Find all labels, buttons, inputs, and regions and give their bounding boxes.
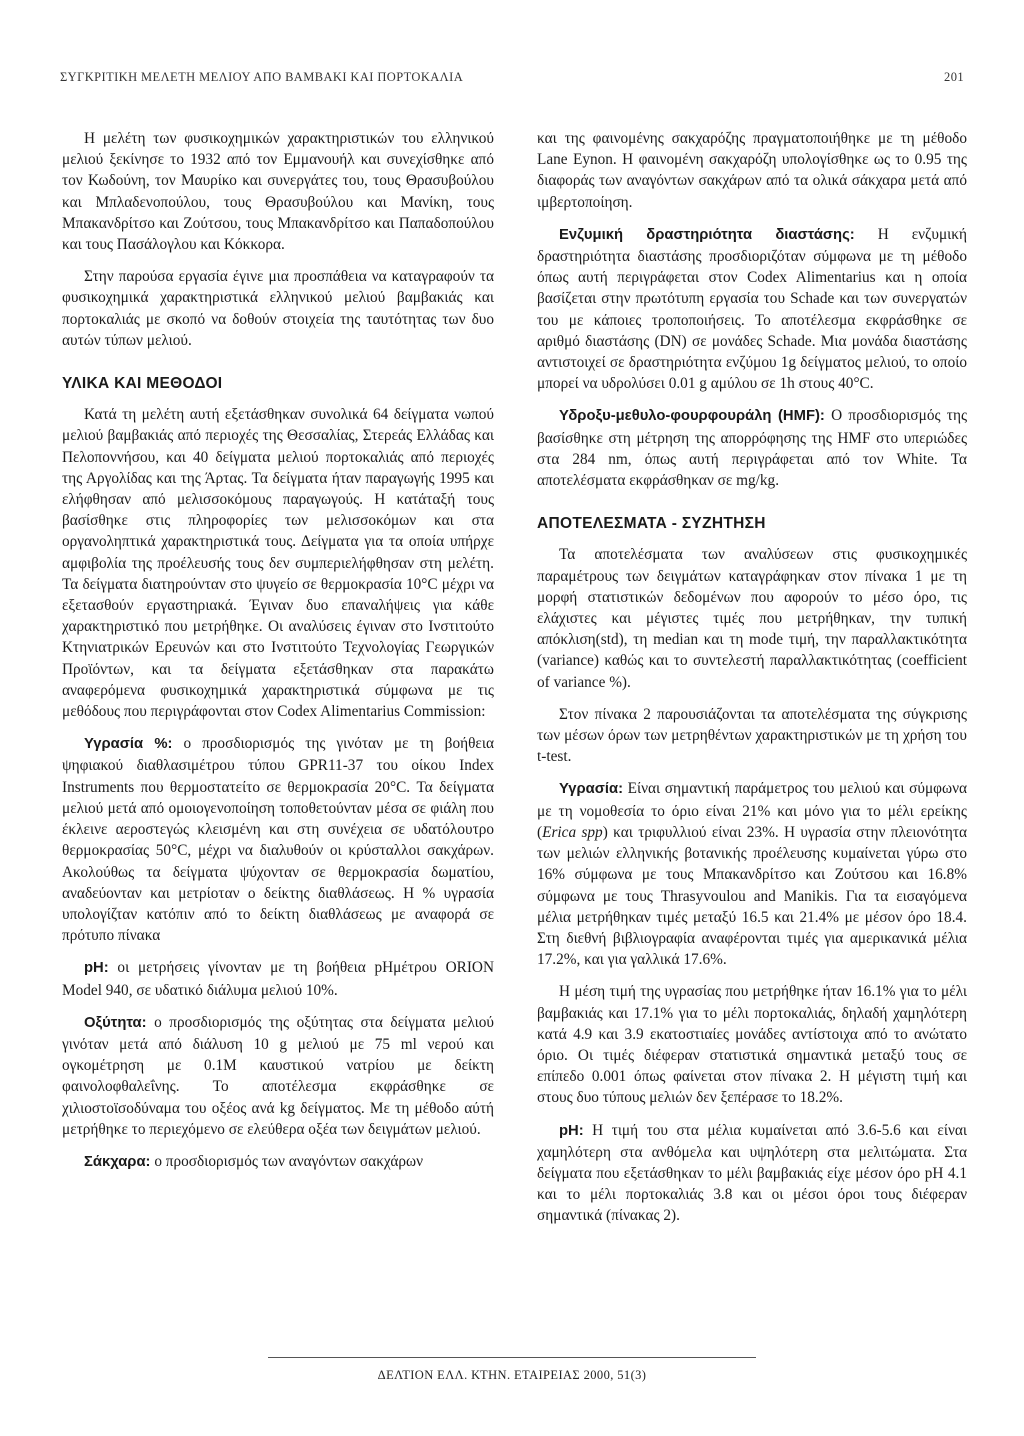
- diastase-text: Η ενζυμική δραστηριότητα διαστάσης προσδιοριζόταν σύμφωνα με τη μέθοδο όπως αυτή περιγράφεται στον Codex Alimentarius και η οποία βασίζεται στην πρωτότυπη εργασία του Schade και των συνεργατών του με κάποιες τροποποιήσεις. Το αποτέλεσμα εκφράσθηκε σε αριθμό διαστάσης (DN) σε μονάδες Schade. Μια μονάδα διαστάσης αντιστοιχεί σε δραστηριότητα ενζύμου 1g δείγματος μελιού, το οποίο μπορεί να υδρολύσει 0.01 g αμύλου σε 1h στους 40°C.: [537, 225, 967, 393]
- ph-method-paragraph: [62, 957, 494, 1000]
- running-title: ΣΥΓΚΡΙΤΙΚΗ ΜΕΛΕΤΗ ΜΕΛΙΟΥ ΑΠΟ ΒΑΜΒΑΚΙ ΚΑΙ ΠΟΡΤΟΚΑΛΙΑ: [60, 70, 464, 84]
- running-head: [60, 70, 964, 90]
- results-paragraph-2: Στον πίνακα 2 παρουσιάζονται τα αποτελέσματα της σύγκρισης των μέσων όρων των μετρηθέντων χαρακτηριστικών με τη χρήση του t-test.: [537, 705, 967, 766]
- results-paragraph-1: Τα αποτελέσματα των αναλύσεων στις φυσικοχημικές παραμέτρους των δειγμάτων καταγράφηκαν στον πίνακα 1 με τη μορφή στατιστικών δεδομένων που αφορούν το μέσο όρο, τις ελάχιστες και μέγιστες τιμές που μετρήθηκαν, την τυπική απόκλιση(std), τη median και τη mode τιμή, την παραλλακτικότητα (variance) καθώς και το συντελεστή παραλλακτικότητας (coefficient of variance %).: [537, 546, 967, 691]
- intro-paragraph-1: Η μελέτη των φυσικοχημικών χαρακτηριστικών του ελληνικού μελιού ξεκίνησε το 1932 από τον Εμμανουήλ και συνεχίσθηκε από τον Κωδούνη, τον Μαυρίκο και συνεργάτες του, τους Θρασυβούλου και Μπλαδενοπούλου, τους Θρασυβούλου και Μανίκη, τους Μπακανδρίτσο και Ζούτσου, τους Μπακανδρίτσο και Παπαδοπούλου και τους Πασάλογλου και Κόκκορα.: [62, 130, 494, 254]
- ph-method-text: οι μετρήσεις γίνονταν με τη βοήθεια pHμέτρου ORION Model 940, σε υδατικό διάλυμα μελιού 10%.: [62, 959, 495, 999]
- methods-paragraph: Κατά τη μελέτη αυτή εξετάσθηκαν συνολικά 64 δείγματα νωπού μελιού βαμβακιάς από περιοχές της Θεσσαλίας, Στερεάς Ελλάδας και Πελοποννήσου, και 40 δείγματα μελιού πορτοκαλιάς από περιοχές της Αργολίδας και της Άρτας. Τα δείγματα ήταν παραγωγής 1995 και ελήφθησαν από μελισσοκόμους παραγωγούς. Η κατάταξή τους βασίσθηκε στις πληροφορίες των μελισσοκόμων και στα οργανοληπτικά χαρακτηριστικά τους. Δείγματα για τα οποία υπήρχε αμφιβολία της προέλευσής τους δεν συμπεριελήφθησαν στη μελέτη. Τα δείγματα διατηρούνταν στο ψυγείο σε θερμοκρασία 10°C μέχρι να εξετασθούν εργαστηριακά. Έγιναν δυο επαναλήψεις για κάθε χαρακτηριστικό που μετρήθηκε. Οι αναλύσεις έγιναν στο Ινστιτούτο Κτηνιατρικών Ερευνών και στο Ινστιτούτο Τεχνολογίας Γεωργικών Προϊόντων, και τα δείγματα εξετάσθηκαν στα παρακάτω αναφερόμενα φυσικοχημικά χαρακτηριστικά σύμφωνα με τις μεθόδους που περιγράφονται στον Codex Alimentarius Commission:: [62, 406, 494, 721]
- diastase-paragraph: [537, 224, 967, 395]
- footer-rule: [268, 1357, 756, 1358]
- acidity-method-text: ο προσδιορισμός της οξύτητας στα δείγματα μελιού γινόταν μετά από διάλυση 10 g μελιού με 75 ml νερού και ογκομέτρηση με 0.1M καυστικού νατρίου με δείκτη φαινολοφθαλεΐνης. Το αποτέλεσμα εκφράσθηκε σε χιλιοστοϊσοδύναμα του οξέος ανά kg δείγματος. Με τη μέθοδο αύτή μετρήθηκε το περιεχόμενο σε ελεύθερα οξέα των δειγμάτων μελιού.: [62, 1013, 494, 1138]
- hmf-term: Υδροξυ-μεθυλο-φουρφουράλη (HMF):: [559, 408, 825, 425]
- humidity-results-paragraph: [537, 778, 967, 970]
- right-column: [537, 128, 967, 1238]
- humidity-results-paragraph-2: Η μέση τιμή της υγρασίας που μετρήθηκε ήταν 16.1% για το μέλι βαμβακιάς και 17.1% για το μέλι πορτοκαλιάς, δηλαδή χαμηλότερη κατά 4.9 και 3.9 εκατοστιαίες μονάδες αντίστοιχα από το ανώτατο όριο. Οι τιμές διέφεραν στατιστικά σημαντικά μεταξύ τους σε επίπεδο 0.001 όπως φαίνεται στον πίνακα 2. Η μέγιστη τιμή και στους δυο τύπους μελιών δεν ξεπέρασε το 18.2%.: [537, 983, 967, 1107]
- sugars-method-continuation: και της φαινομένης σακχαρόζης πραγματοποιήθηκε με τη μέθοδο Lane Eynon. Η φαινομένη σακχαρόζη υπολογίσθηκε ως το 0.95 της διαφοράς των αναγόντων σακχάρων από τα ολικά σάκχαρα μετά από ιμβερτοποίηση.: [537, 130, 967, 211]
- diastase-term: Ενζυμική δραστηριότητα διαστάσης:: [559, 226, 855, 243]
- ph-results-paragraph: [537, 1120, 967, 1227]
- acidity-term: Οξύτητα:: [84, 1014, 147, 1031]
- ph-results-text: Η τιμή του στα μέλια κυμαίνεται από 3.6-5.6 και είναι χαμηλότερη στα ανθόμελα και υψηλότερη στα μελιτώματα. Στα δείγματα που εξετάσθηκαν το μέλι βαμβακιάς είχε μέσον όρο pH 4.1 και το μέλι πορτοκαλιάς 3.8 και οι μέσοι όροι τους διέφεραν σημαντικά (πίνακας 2).: [537, 1121, 967, 1225]
- hmf-paragraph: [537, 405, 967, 491]
- left-column: [62, 128, 494, 1184]
- humidity-method-text: ο προσδιορισμός της γινόταν με τη βοήθεια ψηφιακού διαθλασιμέτρου τύπου GPR11-37 του οίκου Index Instruments που θερμοστατείτο σε θερμοκρασία 20°C. Τα δείγματα μελιού μετά από ομοιογενοποίηση τοποθετούνταν μέσα σε φιάλη που έκλεινε αεροστεγώς κλεισμένη και στη συνέχεια σε υδατόλουτρο θερμοκρασίας 50°C, μέχρι να διαλυθούν οι κρύσταλλοι σακχάρων. Ακολούθως τα δείγματα ψύχονταν σε θερμοκρασία δωματίου, αναδεύονταν και μετρίοταν ο δείκτης διαθλάσεως. Η % υγρασία υπολογίζταν κατόπιν από το δείκτη διαθλάσεως με αναφορά σε πρότυπο πίνακα: [62, 735, 494, 945]
- ph-term: pH:: [84, 960, 109, 977]
- sugars-method-text: ο προσδιορισμός των αναγόντων σακχάρων: [154, 1152, 423, 1170]
- results-heading: ΑΠΟΤΕΛΕΣΜΑΤΑ - ΣΥΖΗΤΗΣΗ: [537, 515, 766, 533]
- humidity-results-term: Υγρασία:: [559, 781, 623, 798]
- ph-results-term: pH:: [559, 1122, 584, 1139]
- humidity-method-paragraph: [62, 733, 494, 946]
- sugars-method-paragraph: [62, 1151, 494, 1173]
- journal-footer: ΔΕΛΤΙΟΝ ΕΛΛ. ΚΤΗΝ. ΕΤΑΙΡΕΙΑΣ 2000, 51(3): [377, 1368, 647, 1382]
- acidity-method-paragraph: [62, 1012, 494, 1140]
- sugars-term: Σάκχαρα:: [84, 1153, 151, 1170]
- intro-paragraph-2: Στην παρούσα εργασία έγινε μια προσπάθεια να καταγραφούν τα φυσικοχημικά χαρακτηριστικά ελληνικού μελιού βαμβακιάς και πορτοκαλιάς με σκοπό να δοθούν στοιχεία της ταυτότητας των δυο αυτών τύπων μελιού.: [62, 268, 494, 349]
- humidity-results-text-a: Είναι σημαντική παράμετρος του μελιού και σύμφωνα με τη νομοθεσία το όριο είναι 21% και μόνο για το μέλι ερείκης (: [537, 780, 967, 841]
- erica-species: Erica spp: [542, 823, 603, 841]
- humidity-term: Υγρασία %:: [84, 736, 173, 753]
- humidity-results-text-b: ) και τριφυλλιού είναι 23%. Η υγρασία στην πλειονότητα των μελιών ελληνικής βοτανικής προέλευσης κυμαίνεται γύρω στο 16% σύμφωνα με τους Μπακανδρίτσο και Ζούτσου και 16.8% σύμφωνα με τους Thrasyvoulou and Manikis. Για τα εισαγόμενα μέλια μετρήθηκαν τιμές μεταξύ 16.5 και 21.4% με μέσον όρο 18.4. Στη διεθνή βιβλιογραφία αναφέρονται τιμές για αμερικανικά μέλια 17.2%, και για γαλλικά 17.6%.: [537, 823, 967, 969]
- page-number: 201: [944, 70, 964, 84]
- methods-heading: ΥΛΙΚΑ ΚΑΙ ΜΕΘΟΔΟΙ: [62, 375, 223, 393]
- hmf-text: Ο προσδιορισμός της βασίσθηκε στη μέτρηση της απορρόφησης της HMF στο υπεριώδες στα 284 nm, όπως αυτή περιγράφεται από τον White. Τα αποτελέσματα εκφράσθηκαν σε mg/kg.: [537, 407, 968, 490]
